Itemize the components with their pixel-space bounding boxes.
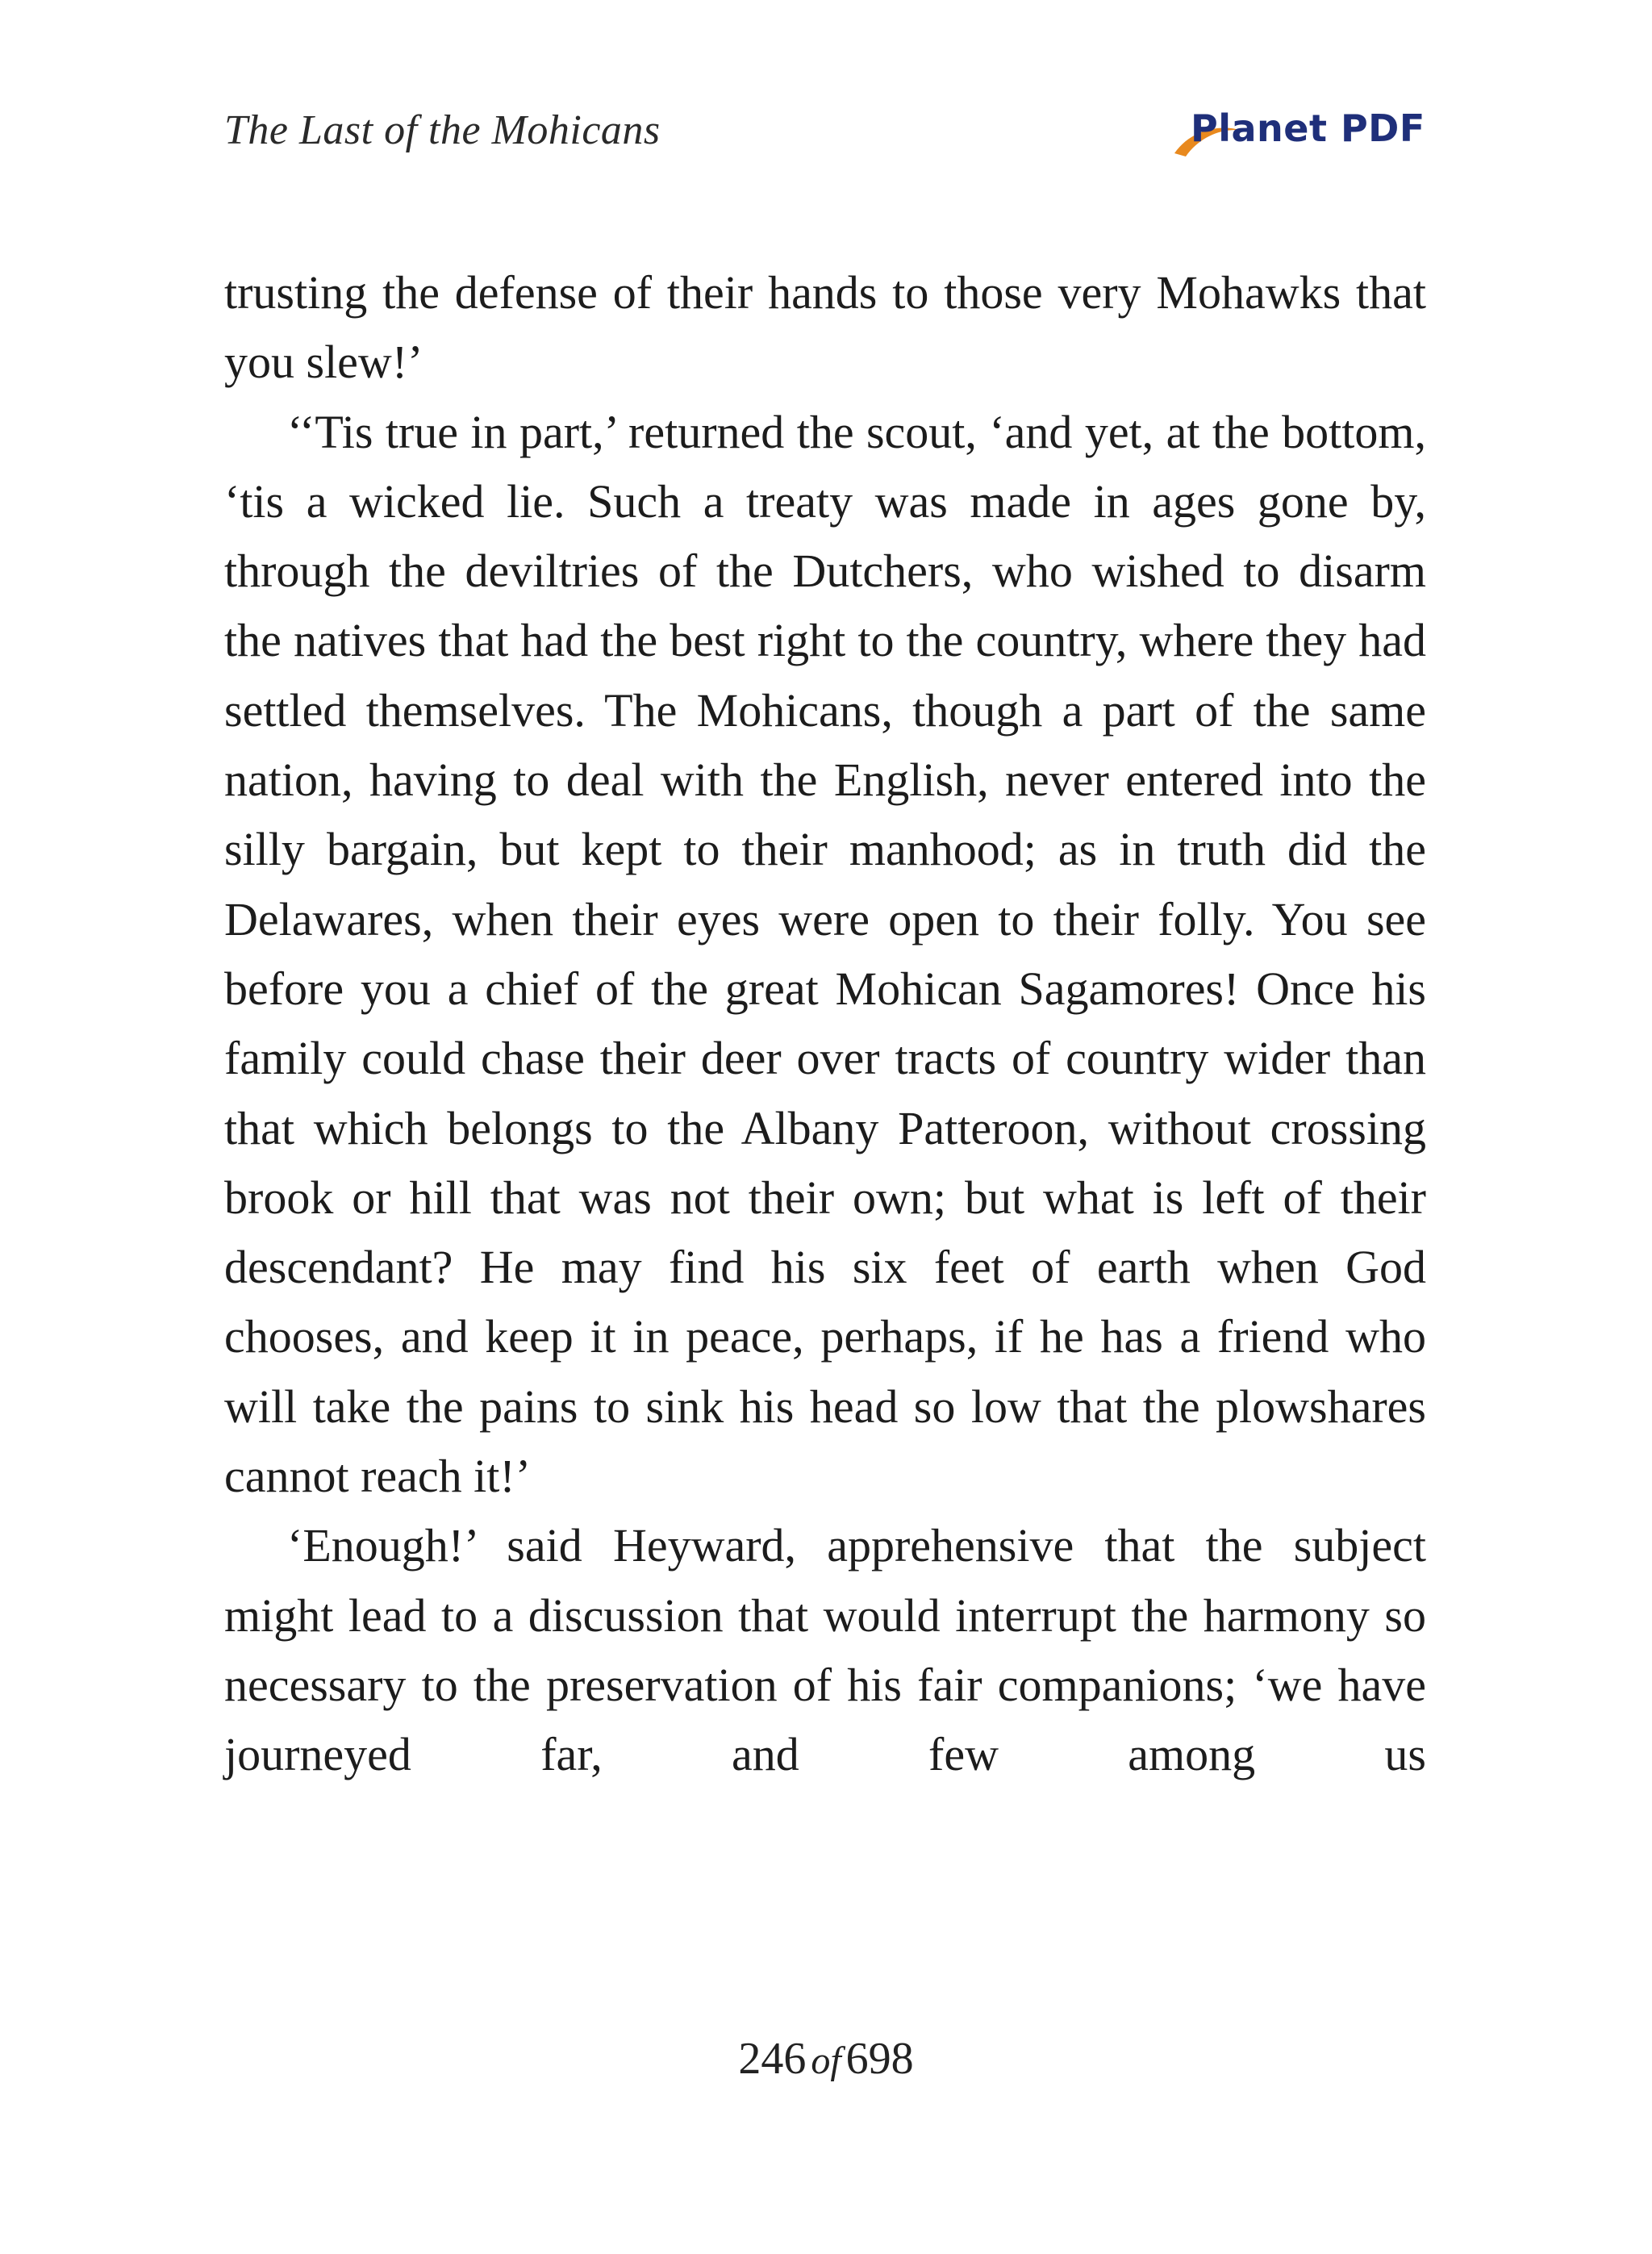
logo-text: Planet PDF — [1191, 106, 1425, 150]
planet-pdf-logo — [1168, 103, 1426, 168]
paragraph-1: trusting the defense of their hands to those very Mohawks that you slew!’ — [224, 266, 1426, 389]
folio-of: of — [811, 2039, 841, 2082]
page-number: 246 — [738, 2034, 807, 2084]
paragraph-3: ‘Enough!’ said Heyward, apprehensive that the subject might lead to a discussion that would interrupt the harmony so necessary to the preservation of his fair companions; ‘we have journeyed far, and few among us — [224, 1519, 1426, 1781]
page-folio — [0, 2033, 1652, 2085]
total-pages: 698 — [845, 2034, 914, 2084]
body-text — [224, 258, 1426, 1790]
paragraph-2: ‘‘Tis true in part,’ returned the scout, ‘and yet, at the bottom, ‘tis a wicked lie. Such a treaty was made in ages gone by, through the deviltries of the Dutchers, who wished to disarm the natives that had the best right to the country, where they had settled themselves. The Mohicans, though a part of the same nation, having to deal with the English, never entered into the silly bargain, but kept to their manhood; as in truth did the Delawares, when their eyes were open to their folly. You see before you a chief of the great Mohican Sagamores! Once his family could chase their deer over tracts of country wider than that which belongs to the Albany Patteroon, without crossing brook or hill that was not their own; but what is left of their descendant? He may find his six feet of earth when God chooses, and keep it in peace, perhaps, if he has a friend who will take the pains to sink his head so low that the plowshares cannot reach it!’ — [224, 405, 1426, 1503]
running-head-title: The Last of the Mohicans — [224, 107, 661, 153]
